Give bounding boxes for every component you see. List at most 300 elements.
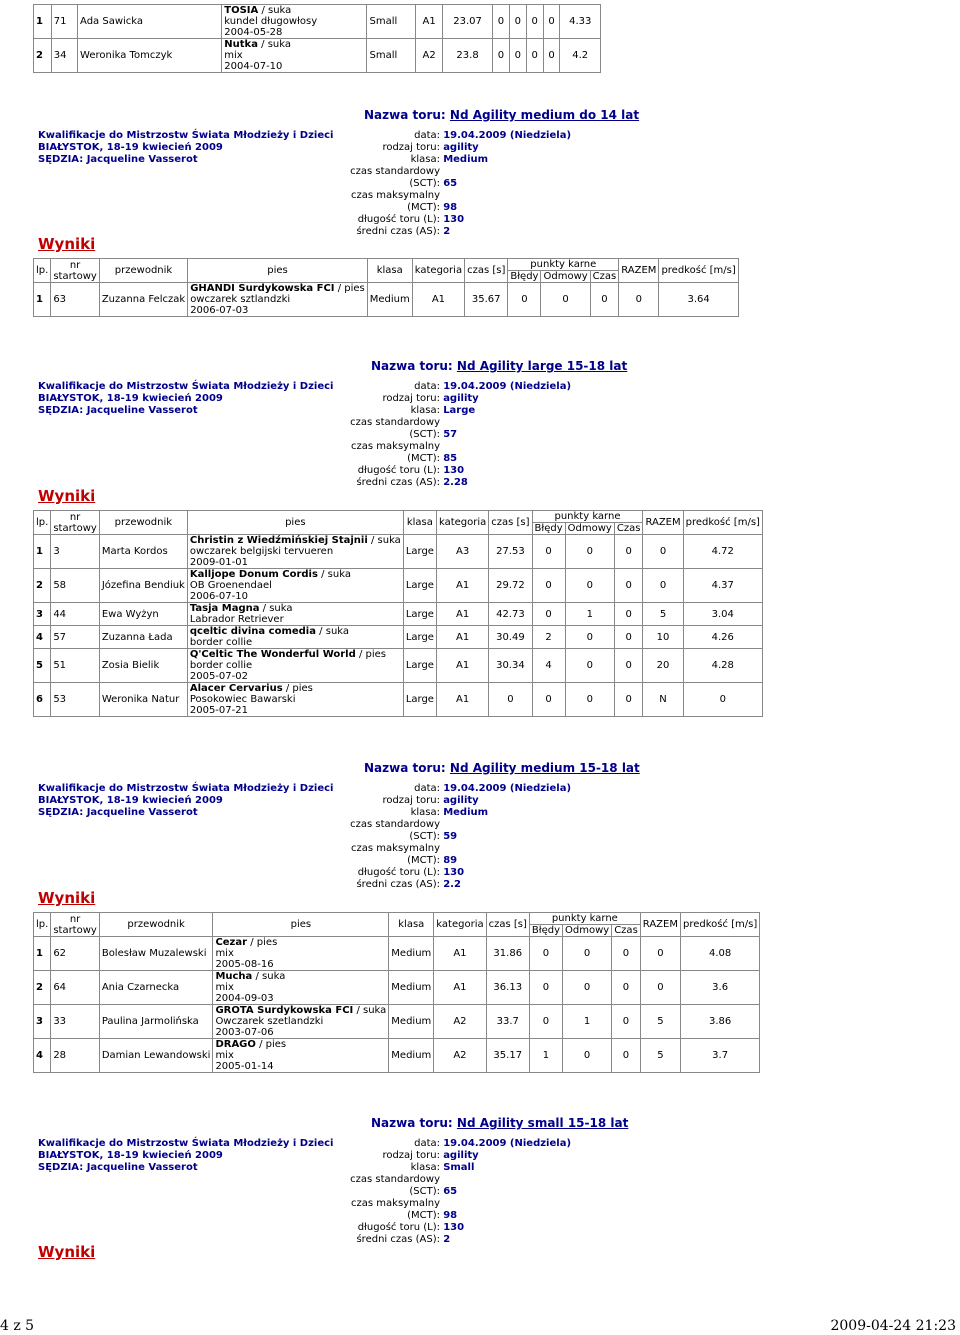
cell-dog: Tasja Magna / suka Labrador Retriever <box>187 603 403 626</box>
dog-birth: 2009-01-01 <box>189 557 248 568</box>
cell-nr: 33 <box>51 1005 100 1039</box>
cell-nr: 63 <box>51 283 100 317</box>
dog-breed: border collie <box>189 637 253 648</box>
cell-razem: 0 <box>543 39 560 73</box>
dog-sex: suka <box>269 603 293 614</box>
cell-odmowy: 0 <box>563 971 612 1005</box>
cell-dog: DRAGO / pies mix 2005-01-14 <box>213 1039 389 1073</box>
cell-nr: 3 <box>51 535 100 569</box>
dog-sex: suka <box>268 5 292 16</box>
dog-sex: suka <box>262 971 286 982</box>
info-sredni: średni czas (AS): 2.28 <box>356 477 468 488</box>
cell-odmowy: 0 <box>509 39 526 73</box>
cell-bledy: 0 <box>508 283 541 317</box>
info-mct: czas maksymalny (MCT): 85 <box>351 441 458 464</box>
info-mct: czas maksymalny (MCT): 89 <box>351 843 458 866</box>
cell-czas: 35.67 <box>465 283 508 317</box>
table-row <box>34 5 601 39</box>
cell-nr: 58 <box>51 569 100 603</box>
col-klasa: klasa <box>403 511 436 535</box>
cell-czas-karne: 0 <box>612 1005 641 1039</box>
cell-nr: 53 <box>51 683 100 717</box>
cell-klasa: Medium <box>389 1005 434 1039</box>
dog-sex: suka <box>325 626 350 637</box>
info-data: data: 19.04.2009 (Niedziela) <box>414 783 572 794</box>
cell-czas: 36.13 <box>486 971 529 1005</box>
col-pies: pies <box>187 511 403 535</box>
cell-handler: Weronika Tomczyk <box>78 39 222 73</box>
cell-lp: 3 <box>34 1005 51 1039</box>
dog-sex: pies <box>292 683 313 694</box>
cell-czas: 30.34 <box>489 649 532 683</box>
cell-razem: 0 <box>543 5 560 39</box>
dog-name: DRAGO <box>215 1039 256 1050</box>
cell-predkosc: 3.7 <box>680 1039 759 1073</box>
cell-bledy: 0 <box>532 535 565 569</box>
event-header <box>38 1138 333 1174</box>
info-sct: czas standardowy (SCT): 65 <box>350 166 458 189</box>
cell-lp: 1 <box>34 283 51 317</box>
cell-czas: 0 <box>489 683 532 717</box>
cell-razem: 5 <box>640 1039 680 1073</box>
dog-breed: Labrador Retriever <box>189 614 284 625</box>
col-razem: RAZEM <box>643 511 683 535</box>
cell-kategoria: A1 <box>412 283 464 317</box>
cell-czas: 30.49 <box>489 626 532 649</box>
col-czas: czas [s] <box>489 511 532 535</box>
cell-bledy: 0 <box>529 937 562 971</box>
info-sredni: średni czas (AS): 2.2 <box>356 879 461 890</box>
cell-predkosc: 4.37 <box>683 569 762 603</box>
event-name: Kwalifikacje do Mistrzostw Świata Młodzieży i Dzieci <box>38 783 334 794</box>
col-lp: lp. <box>34 913 51 937</box>
cell-czas-karne: 0 <box>614 535 643 569</box>
cell-czas-karne: 0 <box>614 649 643 683</box>
cell-klasa: Large <box>403 683 436 717</box>
dog-birth: 2005-01-14 <box>215 1061 274 1072</box>
cell-bledy: 4 <box>532 649 565 683</box>
table-row <box>34 937 760 971</box>
dog-birth: 2004-09-03 <box>215 993 274 1004</box>
dog-birth: 2004-07-10 <box>224 61 283 72</box>
dog-birth: 2006-07-03 <box>190 305 249 316</box>
cell-nr: 64 <box>51 971 100 1005</box>
cell-lp: 1 <box>34 937 51 971</box>
cell-bledy: 0 <box>529 971 562 1005</box>
col-czas-karne: Czas <box>612 925 641 937</box>
cell-handler: Józefina Bendiuk <box>99 569 187 603</box>
col-bledy: Błędy <box>532 523 565 535</box>
cell-handler: Zuzanna Łada <box>99 626 187 649</box>
info-dlugosc: długość toru (L): 130 <box>357 465 465 476</box>
cell-dog: GHANDI Surdykowska FCI / pies owczarek sztlandzki 2006-07-03 <box>188 283 368 317</box>
cell-handler: Ewa Wyżyn <box>99 603 187 626</box>
cell-nr: 62 <box>51 937 100 971</box>
cell-czas: 23.8 <box>443 39 493 73</box>
cell-odmowy: 0 <box>541 283 590 317</box>
cell-klasa: Medium <box>389 971 434 1005</box>
cell-kategoria: A1 <box>436 603 488 626</box>
cell-lp: 3 <box>34 603 51 626</box>
col-nr: nr startowy <box>51 511 100 535</box>
dog-birth: 2003-07-06 <box>215 1027 274 1038</box>
cell-czas-karne: 0 <box>612 937 641 971</box>
cell-bledy: 0 <box>532 683 565 717</box>
cell-razem: 5 <box>643 603 683 626</box>
wyniki-heading: Wyniki <box>38 235 96 253</box>
cell-odmowy: 0 <box>565 649 614 683</box>
cell-czas: 33.7 <box>486 1005 529 1039</box>
dog-breed: owczarek belgijski tervueren <box>189 546 334 557</box>
judge: SĘDZIA: Jacqueline Vasserot <box>38 807 198 818</box>
info-dlugosc: długość toru (L): 130 <box>357 1222 465 1233</box>
table-header <box>34 511 763 523</box>
cell-klasa: Small <box>367 5 416 39</box>
cell-klasa: Medium <box>389 937 434 971</box>
cell-dog: Q'Celtic The Wonderful World / pies border collie 2005-07-02 <box>187 649 403 683</box>
cell-bledy: 2 <box>532 626 565 649</box>
col-nr: nr startowy <box>51 259 100 283</box>
dog-name: Cezar <box>215 937 248 948</box>
info-klasa: klasa: Small <box>410 1162 475 1173</box>
col-przewodnik: przewodnik <box>99 913 213 937</box>
table-row <box>34 1039 760 1073</box>
cell-czas-karne: 0 <box>614 683 643 717</box>
cell-nr: 57 <box>51 626 100 649</box>
col-przewodnik: przewodnik <box>99 259 187 283</box>
dog-sex: pies <box>256 937 278 948</box>
cell-bledy: 1 <box>529 1039 562 1073</box>
info-rodzaj: rodzaj toru: agility <box>382 795 479 806</box>
cell-dog: TOSIA / suka kundel długowłosy 2004-05-28 <box>222 5 367 39</box>
cell-kategoria: A3 <box>436 535 488 569</box>
col-kategoria: kategoria <box>436 511 488 535</box>
cell-czas: 29.72 <box>489 569 532 603</box>
course-title: Nazwa toru: Nd Agility medium 15-18 lat <box>364 761 640 775</box>
cell-odmowy: 0 <box>565 569 614 603</box>
cell-kategoria: A1 <box>434 937 486 971</box>
wyniki-heading: Wyniki <box>38 889 96 907</box>
table-row <box>34 649 763 683</box>
col-punkty-karne: punkty karne <box>508 259 619 271</box>
col-czas-karne: Czas <box>614 523 643 535</box>
dog-sex: suka <box>363 1005 387 1016</box>
dog-sex: suka <box>377 535 401 546</box>
info-data: data: 19.04.2009 (Niedziela) <box>414 381 572 392</box>
wyniki-heading: Wyniki <box>38 1243 96 1261</box>
dog-breed: kundel długowłosy <box>224 16 318 27</box>
cell-razem: 0 <box>643 569 683 603</box>
results-table <box>33 912 760 1073</box>
cell-kategoria: A1 <box>416 5 443 39</box>
dog-name: TOSIA <box>224 5 259 16</box>
cell-klasa: Large <box>403 603 436 626</box>
cell-nr: 28 <box>51 1039 100 1073</box>
judge: SĘDZIA: Jacqueline Vasserot <box>38 154 198 165</box>
table-row <box>34 535 763 569</box>
cell-klasa: Medium <box>367 283 412 317</box>
cell-klasa: Small <box>367 39 416 73</box>
info-rodzaj: rodzaj toru: agility <box>382 393 479 404</box>
cell-razem: 5 <box>640 1005 680 1039</box>
cell-kategoria: A2 <box>434 1039 486 1073</box>
col-odmowy: Odmowy <box>541 271 590 283</box>
dog-birth: 2004-05-28 <box>224 27 283 38</box>
event-name: Kwalifikacje do Mistrzostw Świata Młodzieży i Dzieci <box>38 381 334 392</box>
col-lp: lp. <box>34 511 51 535</box>
cell-handler: Marta Kordos <box>99 535 187 569</box>
cell-lp: 2 <box>34 39 52 73</box>
cell-dog: Alacer Cervarius / pies Posokowiec Bawarski 2005-07-21 <box>187 683 403 717</box>
info-dlugosc: długość toru (L): 130 <box>357 867 465 878</box>
dog-name: Kalljope Donum Cordis <box>189 569 318 580</box>
table-row <box>34 971 760 1005</box>
cell-dog: Cezar / pies mix 2005-08-16 <box>213 937 389 971</box>
cell-odmowy: 0 <box>563 1039 612 1073</box>
cell-czas-karne: 0 <box>590 283 619 317</box>
dog-name: Nutka <box>224 39 258 50</box>
dog-name: qceltic divina comedia <box>189 626 316 637</box>
cell-kategoria: A1 <box>436 649 488 683</box>
col-pies: pies <box>213 913 389 937</box>
cell-razem: 20 <box>643 649 683 683</box>
cell-kategoria: A2 <box>434 1005 486 1039</box>
col-kategoria: kategoria <box>412 259 464 283</box>
event-place: BIAŁYSTOK, 18-19 kwiecień 2009 <box>38 393 223 404</box>
results-table-top <box>33 4 601 73</box>
col-razem: RAZEM <box>619 259 659 283</box>
course-info <box>320 1138 571 1246</box>
cell-razem: 0 <box>619 283 659 317</box>
cell-dog: GROTA Surdykowska FCI / suka Owczarek szetlandzki 2003-07-06 <box>213 1005 389 1039</box>
cell-czas: 35.17 <box>486 1039 529 1073</box>
dog-breed: border collie <box>189 660 253 671</box>
cell-klasa: Large <box>403 626 436 649</box>
course-title: Nazwa toru: Nd Agility large 15-18 lat <box>371 359 628 373</box>
info-sredni: średni czas (AS): 2 <box>356 226 451 237</box>
col-punkty-karne: punkty karne <box>532 511 643 523</box>
cell-odmowy: 0 <box>565 535 614 569</box>
judge: SĘDZIA: Jacqueline Vasserot <box>38 405 198 416</box>
cell-handler: Ania Czarnecka <box>99 971 213 1005</box>
cell-lp: 4 <box>34 626 51 649</box>
cell-czas: 42.73 <box>489 603 532 626</box>
col-odmowy: Odmowy <box>563 925 612 937</box>
cell-razem: 0 <box>640 937 680 971</box>
cell-bledy: 0 <box>493 5 510 39</box>
info-sct: czas standardowy (SCT): 57 <box>350 417 458 440</box>
dog-breed: owczarek sztlandzki <box>190 294 291 305</box>
cell-handler: Zuzanna Felczak <box>99 283 187 317</box>
cell-odmowy: 1 <box>563 1005 612 1039</box>
cell-odmowy: 1 <box>565 603 614 626</box>
cell-handler: Bolesław Muzalewski <box>99 937 213 971</box>
event-place: BIAŁYSTOK, 18-19 kwiecień 2009 <box>38 142 223 153</box>
event-header <box>38 381 333 417</box>
col-pies: pies <box>188 259 368 283</box>
dog-birth: 2005-07-21 <box>189 705 248 716</box>
table-row <box>34 603 763 626</box>
cell-kategoria: A1 <box>436 683 488 717</box>
dog-sex: pies <box>365 649 387 660</box>
col-punkty-karne: punkty karne <box>529 913 640 925</box>
cell-predkosc: 3.64 <box>659 283 738 317</box>
course-title: Nazwa toru: Nd Agility medium do 14 lat <box>364 108 640 122</box>
cell-bledy: 0 <box>532 603 565 626</box>
cell-czas: 23.07 <box>443 5 493 39</box>
col-czas: czas [s] <box>465 259 508 283</box>
cell-kategoria: A2 <box>416 39 443 73</box>
cell-kategoria: A1 <box>436 569 488 603</box>
cell-czas-karne: 0 <box>526 5 543 39</box>
wyniki-heading: Wyniki <box>38 487 96 505</box>
event-place: BIAŁYSTOK, 18-19 kwiecień 2009 <box>38 1150 223 1161</box>
info-data: data: 19.04.2009 (Niedziela) <box>414 1138 572 1149</box>
cell-bledy: 0 <box>529 1005 562 1039</box>
dog-breed: mix <box>224 50 243 61</box>
info-klasa: klasa: Medium <box>410 154 489 165</box>
cell-czas-karne: 0 <box>612 971 641 1005</box>
cell-predkosc: 4.28 <box>683 649 762 683</box>
col-klasa: klasa <box>367 259 412 283</box>
cell-kategoria: A1 <box>436 626 488 649</box>
cell-lp: 4 <box>34 1039 51 1073</box>
col-czas-karne: Czas <box>590 271 619 283</box>
dog-name: Alacer Cervarius <box>189 683 283 694</box>
dog-sex: pies <box>265 1039 287 1050</box>
info-mct: czas maksymalny (MCT): 98 <box>351 190 458 213</box>
col-nr: nr startowy <box>51 913 100 937</box>
cell-dog: Christin z Wiedźmińskiej Stajnii / suka owczarek belgijski tervueren 2009-01-01 <box>187 535 403 569</box>
cell-lp: 5 <box>34 649 51 683</box>
cell-predkosc: 3.04 <box>683 603 762 626</box>
col-lp: lp. <box>34 259 51 283</box>
table-header <box>34 913 760 925</box>
cell-czas-karne: 0 <box>526 39 543 73</box>
results-table <box>33 258 739 317</box>
cell-nr: 71 <box>51 5 77 39</box>
cell-predkosc: 4.72 <box>683 535 762 569</box>
dog-breed: mix <box>215 948 234 959</box>
cell-czas-karne: 0 <box>614 626 643 649</box>
course-info <box>320 381 571 489</box>
cell-razem: 0 <box>640 971 680 1005</box>
cell-lp: 6 <box>34 683 51 717</box>
col-bledy: Błędy <box>508 271 541 283</box>
cell-odmowy: 0 <box>565 626 614 649</box>
dog-sex: pies <box>344 283 365 294</box>
cell-lp: 2 <box>34 569 51 603</box>
event-name: Kwalifikacje do Mistrzostw Świata Młodzieży i Dzieci <box>38 130 334 141</box>
cell-handler: Damian Lewandowski <box>99 1039 213 1073</box>
cell-dog: Nutka / suka mix 2004-07-10 <box>222 39 367 73</box>
event-place: BIAŁYSTOK, 18-19 kwiecień 2009 <box>38 795 223 806</box>
col-predkosc: predkość [m/s] <box>683 511 762 535</box>
cell-predkosc: 3.6 <box>680 971 759 1005</box>
dog-birth: 2006-07-10 <box>189 591 248 602</box>
info-mct: czas maksymalny (MCT): 98 <box>351 1198 458 1221</box>
cell-handler: Zosia Bielik <box>99 649 187 683</box>
cell-czas: 31.86 <box>486 937 529 971</box>
info-data: data: 19.04.2009 (Niedziela) <box>414 130 572 141</box>
cell-nr: 44 <box>51 603 100 626</box>
cell-nr: 34 <box>51 39 77 73</box>
info-sct: czas standardowy (SCT): 59 <box>350 819 458 842</box>
cell-czas-karne: 0 <box>612 1039 641 1073</box>
cell-czas-karne: 0 <box>614 569 643 603</box>
cell-bledy: 0 <box>493 39 510 73</box>
print-timestamp: 2009-04-24 21:23 <box>830 1318 956 1334</box>
dog-name: GROTA Surdykowska FCI <box>215 1005 354 1016</box>
dog-breed: Owczarek szetlandzki <box>215 1016 324 1027</box>
event-header <box>38 783 333 819</box>
table-row <box>34 1005 760 1039</box>
cell-klasa: Large <box>403 535 436 569</box>
col-razem: RAZEM <box>640 913 680 937</box>
course-info <box>320 130 571 238</box>
dog-birth: 2005-08-16 <box>215 959 274 970</box>
dog-breed: mix <box>215 982 234 993</box>
cell-razem: N <box>643 683 683 717</box>
info-sct: czas standardowy (SCT): 65 <box>350 1174 458 1197</box>
col-przewodnik: przewodnik <box>99 511 187 535</box>
cell-klasa: Medium <box>389 1039 434 1073</box>
table-header <box>34 259 739 271</box>
cell-handler: Ada Sawicka <box>78 5 222 39</box>
cell-bledy: 0 <box>532 569 565 603</box>
col-odmowy: Odmowy <box>565 523 614 535</box>
info-klasa: klasa: Large <box>410 405 476 416</box>
col-predkosc: predkość [m/s] <box>659 259 738 283</box>
table-row <box>34 39 601 73</box>
table-row <box>34 683 763 717</box>
cell-predkosc: 4.08 <box>680 937 759 971</box>
cell-razem: 10 <box>643 626 683 649</box>
info-rodzaj: rodzaj toru: agility <box>382 1150 479 1161</box>
cell-predkosc: 4.33 <box>560 5 601 39</box>
cell-lp: 1 <box>34 535 51 569</box>
page-number: 4 z 5 <box>0 1318 35 1334</box>
course-info <box>320 783 571 891</box>
cell-nr: 51 <box>51 649 100 683</box>
table-row <box>34 569 763 603</box>
col-predkosc: predkość [m/s] <box>680 913 759 937</box>
info-sredni: średni czas (AS): 2 <box>356 1234 451 1245</box>
dog-breed: Posokowiec Bawarski <box>189 694 296 705</box>
col-czas: czas [s] <box>486 913 529 937</box>
cell-odmowy: 0 <box>565 683 614 717</box>
event-header <box>38 130 333 166</box>
cell-czas-karne: 0 <box>614 603 643 626</box>
cell-czas: 27.53 <box>489 535 532 569</box>
dog-name: Q'Celtic The Wonderful World <box>189 649 356 660</box>
dog-name: Mucha <box>215 971 253 982</box>
dog-breed: OB Groenendael <box>189 580 272 591</box>
dog-breed: mix <box>215 1050 234 1061</box>
cell-razem: 0 <box>643 535 683 569</box>
col-klasa: klasa <box>389 913 434 937</box>
results-table <box>33 510 763 717</box>
cell-handler: Paulina Jarmolińska <box>99 1005 213 1039</box>
dog-name: Tasja Magna <box>189 603 260 614</box>
cell-dog: Mucha / suka mix 2004-09-03 <box>213 971 389 1005</box>
cell-lp: 1 <box>34 5 52 39</box>
col-bledy: Błędy <box>529 925 562 937</box>
dog-name: GHANDI Surdykowska FCI <box>190 283 335 294</box>
judge: SĘDZIA: Jacqueline Vasserot <box>38 1162 198 1173</box>
dog-sex: suka <box>327 569 351 580</box>
col-kategoria: kategoria <box>434 913 486 937</box>
